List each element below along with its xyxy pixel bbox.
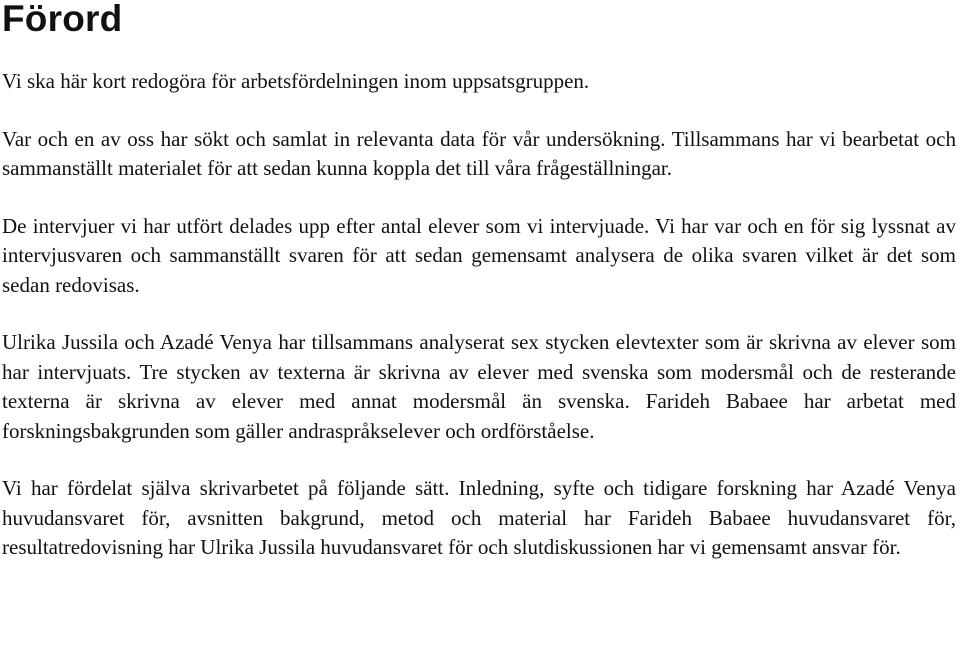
paragraph-text-analysis: Ulrika Jussila och Azadé Venya har tillsammans analyserat sex stycken elevtexter som är skrivna av elever som har intervjuats. Tre stycken av texterna är skrivna av elever med svenska som modersmål och de resterande texterna är skrivna av elever med annat modersmål än svenska. Farideh Babaee har arbetat med forskningsbakgrunden som gäller andraspråkselever och ordförståelse.: [2, 330, 956, 443]
paragraph-intro: Vi ska här kort redogöra för arbetsfördelningen inom uppsatsgruppen.: [2, 69, 590, 93]
paragraph-writing-division: Vi har fördelat själva skrivarbetet på följande sätt. Inledning, syfte och tidigare forskning har Azadé Venya huvudansvaret för, avsnitten bakgrund, metod och material har Farideh Babaee huvudansvaret för, resultatredovisning har Ulrika Jussila huvudansvaret för och slutdiskussionen har vi gemensamt ansvar för.: [2, 476, 956, 559]
page-title: Förord: [2, 0, 123, 39]
document-page: [2, 0, 956, 563]
paragraph-interviews: De intervjuer vi har utfört delades upp efter antal elever som vi intervjuade. Vi har var och en för sig lyssnat av intervjusvaren och sammanställt svaren för att sedan gemensamt analysera de olika svaren vilket är det som sedan redovisas.: [2, 213, 956, 297]
paragraph-data-collection: Var och en av oss har sökt och samlat in relevanta data för vår undersökning. Tillsammans har vi bearbetat och sammanställt materialet för att sedan kunna koppla det till våra frågeställningar.: [2, 126, 956, 180]
